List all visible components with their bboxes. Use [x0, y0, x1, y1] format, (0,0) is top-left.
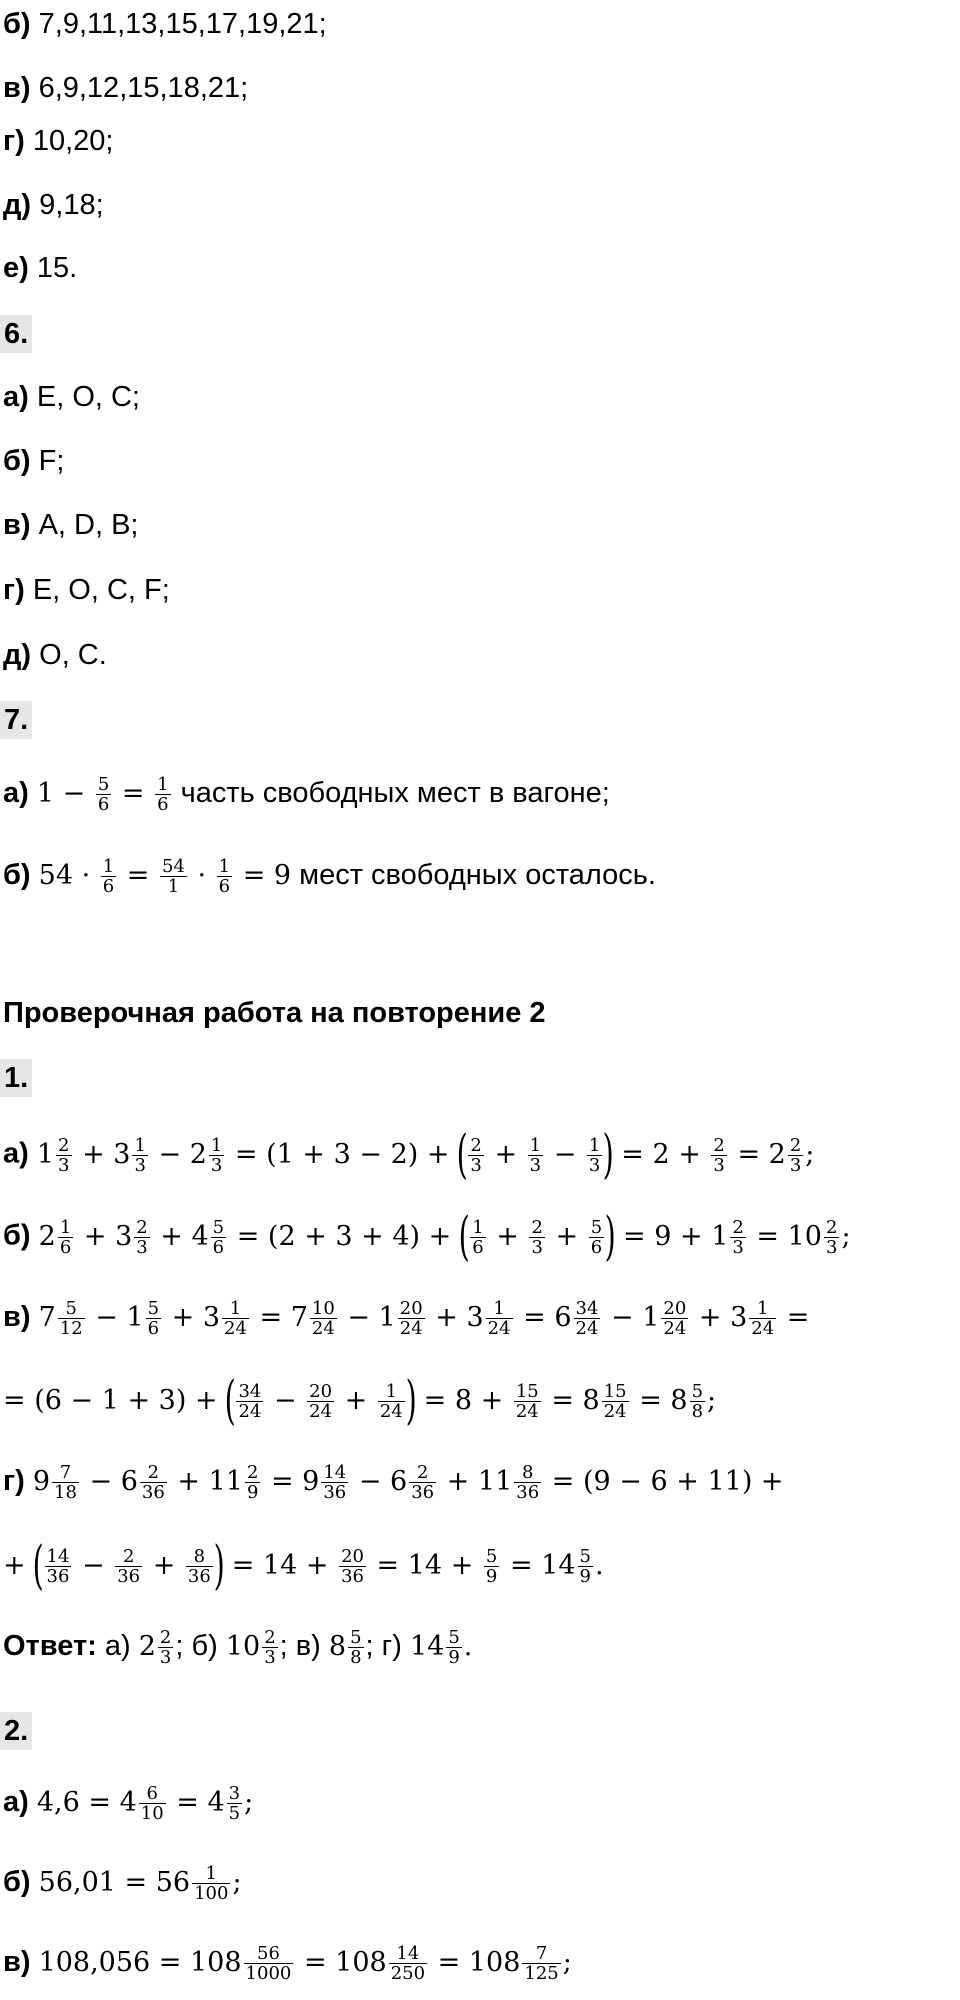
- task7-line-b: [3, 857, 656, 896]
- math-expression: = (6 − 1 + 3) + ( $\frac{34}{24}$ − $\frac{20}{24}$ + $\frac{1}{24}$ ) = 8 + $\frac{15}{24}$ = 8 $\frac{15}{24}$ = 8 $\frac{5}{8}$ ;: [3, 1371, 717, 1431]
- item-label: б): [3, 1219, 31, 1252]
- answer-part-a: а): [104, 1630, 131, 1662]
- task6-line-a: [3, 379, 140, 415]
- math-expression: 2 $\frac{2}{3}$: [138, 1627, 172, 1668]
- item-label: г): [3, 125, 25, 157]
- rep1-answer-line: [3, 1628, 472, 1667]
- item-text: 10,20;: [32, 125, 114, 157]
- math-expression: 108,056 = 108 $\frac{56}{1000}$ = 108 $\frac{14}{250}$ = 108 $\frac{7}{125}$ ;: [38, 1943, 572, 1984]
- item-label: г): [3, 1465, 25, 1497]
- answer-line-g: [3, 123, 113, 159]
- section-title: Проверочная работа на повторение 2: [3, 997, 546, 1029]
- answer-line-v: [3, 70, 248, 106]
- math-expression: 8 $\frac{5}{8}$: [328, 1627, 362, 1668]
- item-text: F;: [38, 445, 65, 477]
- item-label: б): [3, 1866, 31, 1898]
- item-label: д): [3, 639, 32, 671]
- rep2-line-a: [3, 1784, 253, 1823]
- answer-line-d: [3, 187, 104, 223]
- item-text: E, O, C, F;: [32, 574, 170, 606]
- task6-line-b: [3, 443, 64, 479]
- math-expression: 56,01 = 56 $\frac{1}{100}$ ;: [38, 1863, 242, 1904]
- rep1-line-g2: [3, 1536, 604, 1596]
- item-label: б): [3, 8, 31, 40]
- rep1-line-v2: [3, 1371, 717, 1431]
- item-label: д): [3, 189, 32, 221]
- item-text: O, C.: [39, 639, 107, 671]
- math-expression: 10 $\frac{2}{3}$: [225, 1627, 276, 1668]
- task-number-6: 6.: [0, 315, 32, 353]
- item-text: E, O, C;: [36, 381, 140, 413]
- item-text: 7,9,11,13,15,17,19,21;: [38, 8, 327, 40]
- rep2-line-b: [3, 1864, 242, 1903]
- item-text: часть свободных мест в вагоне;: [180, 777, 610, 809]
- answer-line-e: [3, 250, 77, 286]
- answer-part-b: ; б): [175, 1630, 218, 1662]
- item-label: б): [3, 445, 31, 477]
- rep2-line-v: [3, 1944, 572, 1983]
- item-label: а): [3, 381, 29, 413]
- item-text: мест свободных осталось.: [299, 859, 656, 891]
- task6-line-v: [3, 507, 138, 543]
- item-label: г): [3, 574, 25, 606]
- rep1-line-a: [3, 1125, 815, 1185]
- answer-line-b: [3, 6, 327, 42]
- task-number-7: 7.: [0, 701, 32, 739]
- item-label: е): [3, 252, 29, 284]
- task-number-1: 1.: [0, 1059, 32, 1097]
- item-text: A, D, B;: [38, 509, 139, 541]
- math-expression: 9 $\frac{7}{18}$ − 6 $\frac{2}{36}$ + 11 $\frac{2}{9}$ = 9 $\frac{14}{36}$ − 6 $\frac{2}{36}$ + 11 $\frac{8}{36}$ = (9 − 6 + 11) +: [32, 1462, 784, 1503]
- math-expression: 2 $\frac{1}{6}$ + 3 $\frac{2}{3}$ + 4 $\frac{5}{6}$ = (2 + 3 + 4) + ( $\frac{1}{6}$ + $\frac{2}{3}$ + $\frac{5}{6}$ ) = 9 + 1 $\frac{2}{3}$ = 10 $\frac{2}{3}$ ;: [38, 1207, 851, 1267]
- math-expression: + ( $\frac{14}{36}$ − $\frac{2}{36}$ + $\frac{8}{36}$ ) = 14 + $\frac{20}{36}$ = 14 + $\frac{5}{9}$ = 14 $\frac{5}{9}$ .: [3, 1536, 604, 1596]
- rep1-line-b: [3, 1207, 851, 1267]
- item-label: а): [3, 1137, 29, 1170]
- task-number-2: 2.: [0, 1712, 32, 1750]
- item-label: в): [3, 509, 31, 541]
- item-label: а): [3, 1786, 29, 1818]
- answer-label: Ответ:: [3, 1630, 97, 1662]
- item-text: 6,9,12,15,18,21;: [38, 72, 249, 104]
- task7-line-a: [3, 775, 610, 814]
- item-label: а): [3, 777, 29, 809]
- item-label: в): [3, 1946, 31, 1978]
- math-expression: 1 − $\frac{5}{6}$ = $\frac{1}{6}$: [36, 774, 169, 815]
- math-expression: 1 $\frac{2}{3}$ + 3 $\frac{1}{3}$ − 2 $\frac{1}{3}$ = (1 + 3 − 2) + ( $\frac{2}{3}$ + $\frac{1}{3}$ − $\frac{1}{3}$ ) = 2 + $\frac{2}{3}$ = 2 $\frac{2}{3}$ ;: [36, 1125, 815, 1185]
- item-label: б): [3, 859, 31, 891]
- task6-line-d: [3, 637, 107, 673]
- rep1-line-v1: [3, 1299, 809, 1338]
- answer-part-v: ; в): [279, 1630, 321, 1662]
- item-text: 9,18;: [39, 189, 104, 221]
- math-expression: 14 $\frac{5}{9}$ .: [409, 1627, 473, 1668]
- rep1-line-g1: [3, 1463, 784, 1502]
- math-expression: 7 $\frac{5}{12}$ − 1 $\frac{5}{6}$ + 3 $\frac{1}{24}$ = 7 $\frac{10}{24}$ − 1 $\frac{20}{24}$ + 3 $\frac{1}{24}$ = 6 $\frac{34}{24}$ − 1 $\frac{20}{24}$ + 3 $\frac{1}{24}$ =: [38, 1298, 810, 1339]
- math-expression: 54 · $\frac{1}{6}$ = $\frac{54}{1}$ · $\frac{1}{6}$ = 9: [38, 856, 292, 897]
- answer-part-g: ; г): [365, 1630, 402, 1662]
- item-label: в): [3, 72, 31, 104]
- math-expression: 4,6 = 4 $\frac{6}{10}$ = 4 $\frac{3}{5}$ ;: [36, 1783, 254, 1824]
- task6-line-g: [3, 572, 170, 608]
- item-text: 15.: [36, 252, 78, 284]
- item-label: в): [3, 1301, 31, 1333]
